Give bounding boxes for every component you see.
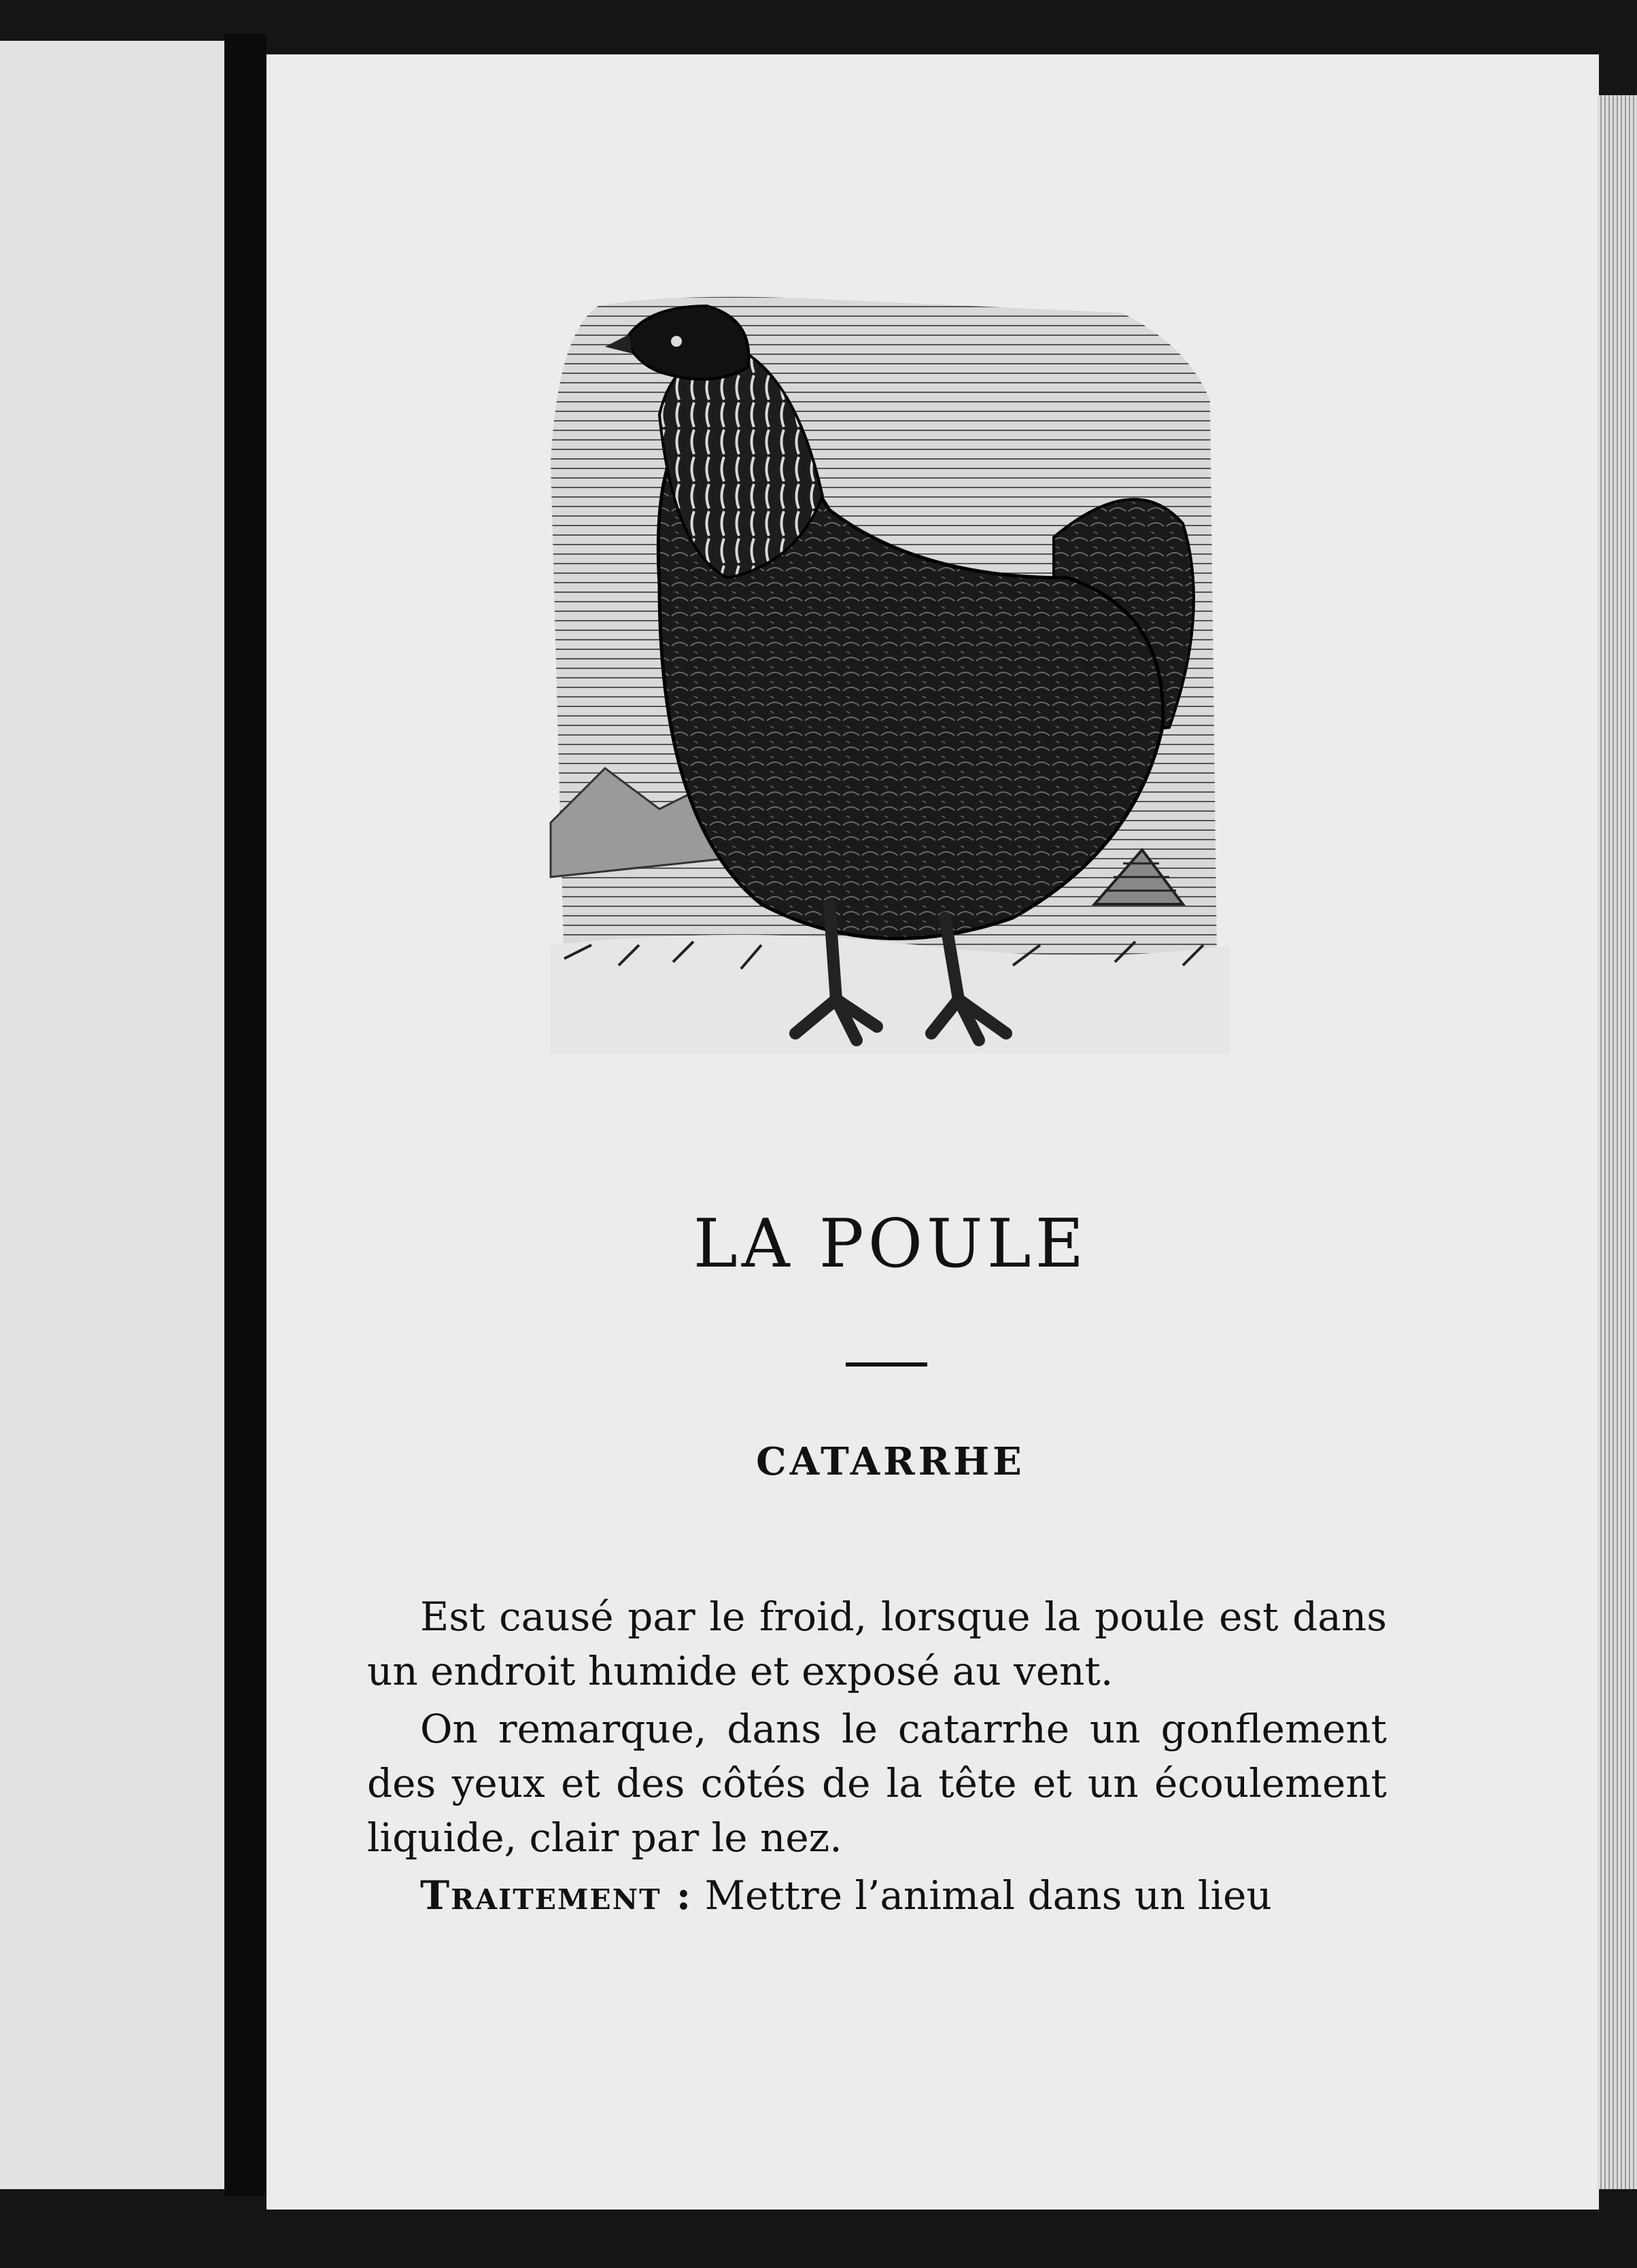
page-edges [1598, 95, 1637, 2189]
paragraph-cause: Est causé par le froid, lorsque la poule est dans un endroit humide et exposé au vent. [367, 1594, 1387, 1694]
paragraph-treatment [367, 1868, 1387, 1923]
treatment-label: Traitement : [420, 1872, 693, 1919]
paragraph-symptoms: On remarque, dans le catarrhe un gonflement des yeux et des côtés de la tête et un écoulement liquide, clair par le nez. [367, 1706, 1387, 1861]
book-spine [224, 34, 266, 2196]
title-divider [846, 1362, 927, 1367]
hen-illustration [537, 292, 1285, 1142]
page-title: LA POULE [693, 1205, 1088, 1283]
treatment-text: Mettre l’animal dans un lieu [704, 1872, 1272, 1919]
hen-icon [537, 292, 1285, 1142]
left-page [0, 41, 224, 2189]
section-heading: CATARRHE [756, 1439, 1025, 1484]
